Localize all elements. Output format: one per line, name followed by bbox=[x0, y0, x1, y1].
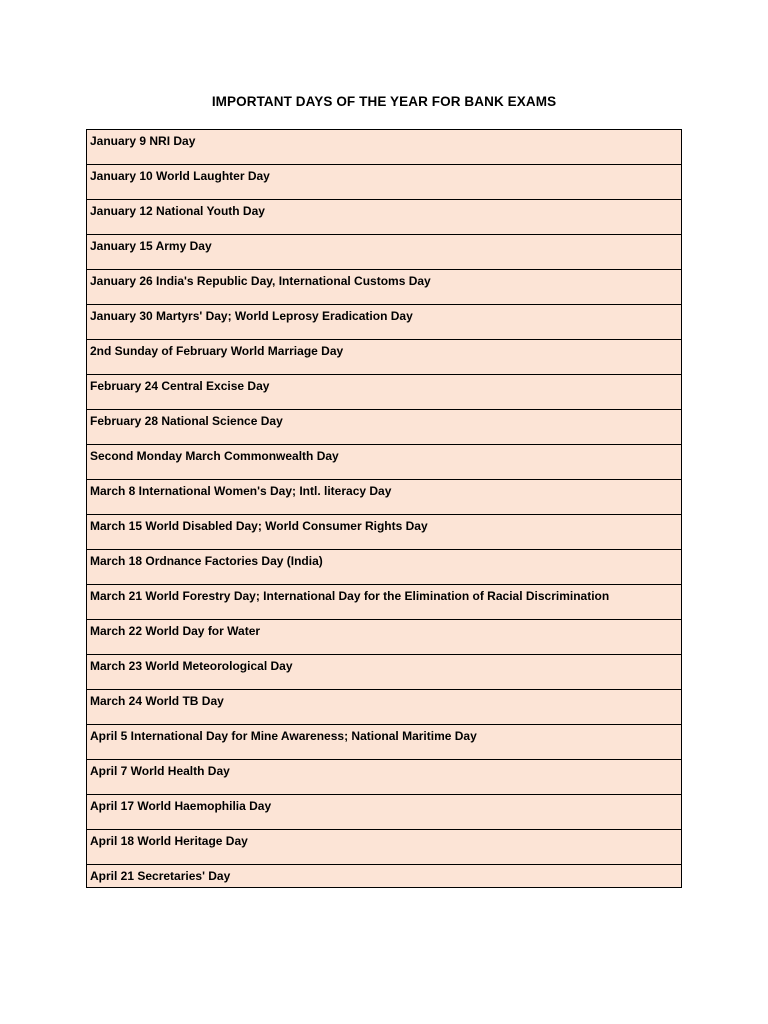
table-cell: March 8 International Women's Day; Intl. literacy Day bbox=[87, 480, 682, 515]
table-row bbox=[87, 340, 682, 375]
table-row bbox=[87, 865, 682, 888]
table-row bbox=[87, 410, 682, 445]
table-row bbox=[87, 200, 682, 235]
table-cell: January 10 World Laughter Day bbox=[87, 165, 682, 200]
table-row bbox=[87, 305, 682, 340]
table-cell: January 26 India's Republic Day, International Customs Day bbox=[87, 270, 682, 305]
table-cell: April 21 Secretaries' Day bbox=[87, 865, 682, 888]
table-row bbox=[87, 795, 682, 830]
table-cell: January 9 NRI Day bbox=[87, 130, 682, 165]
table-row bbox=[87, 480, 682, 515]
table-cell: March 22 World Day for Water bbox=[87, 620, 682, 655]
table-row bbox=[87, 270, 682, 305]
table-row bbox=[87, 690, 682, 725]
table-cell: January 30 Martyrs' Day; World Leprosy Eradication Day bbox=[87, 305, 682, 340]
table-cell: March 18 Ordnance Factories Day (India) bbox=[87, 550, 682, 585]
table-row bbox=[87, 165, 682, 200]
table-row bbox=[87, 130, 682, 165]
table-cell: January 15 Army Day bbox=[87, 235, 682, 270]
important-days-table bbox=[86, 129, 682, 888]
table-cell: April 7 World Health Day bbox=[87, 760, 682, 795]
table-row bbox=[87, 445, 682, 480]
table-cell: February 28 National Science Day bbox=[87, 410, 682, 445]
table-cell: April 17 World Haemophilia Day bbox=[87, 795, 682, 830]
table-row bbox=[87, 550, 682, 585]
table-row bbox=[87, 620, 682, 655]
table-row bbox=[87, 760, 682, 795]
table-row bbox=[87, 515, 682, 550]
table-cell: 2nd Sunday of February World Marriage Day bbox=[87, 340, 682, 375]
table-row bbox=[87, 375, 682, 410]
table-cell: March 21 World Forestry Day; International Day for the Elimination of Racial Discrimination bbox=[87, 585, 682, 620]
document-title: IMPORTANT DAYS OF THE YEAR FOR BANK EXAMS bbox=[211, 94, 557, 109]
table-cell: January 12 National Youth Day bbox=[87, 200, 682, 235]
table-cell: Second Monday March Commonwealth Day bbox=[87, 445, 682, 480]
table-cell: March 24 World TB Day bbox=[87, 690, 682, 725]
table-row bbox=[87, 585, 682, 620]
table-row bbox=[87, 655, 682, 690]
table-cell: April 5 International Day for Mine Awareness; National Maritime Day bbox=[87, 725, 682, 760]
table-cell: February 24 Central Excise Day bbox=[87, 375, 682, 410]
table-row bbox=[87, 725, 682, 760]
table-cell: March 15 World Disabled Day; World Consumer Rights Day bbox=[87, 515, 682, 550]
table-row bbox=[87, 830, 682, 865]
table-row bbox=[87, 235, 682, 270]
table-cell: April 18 World Heritage Day bbox=[87, 830, 682, 865]
table-cell: March 23 World Meteorological Day bbox=[87, 655, 682, 690]
